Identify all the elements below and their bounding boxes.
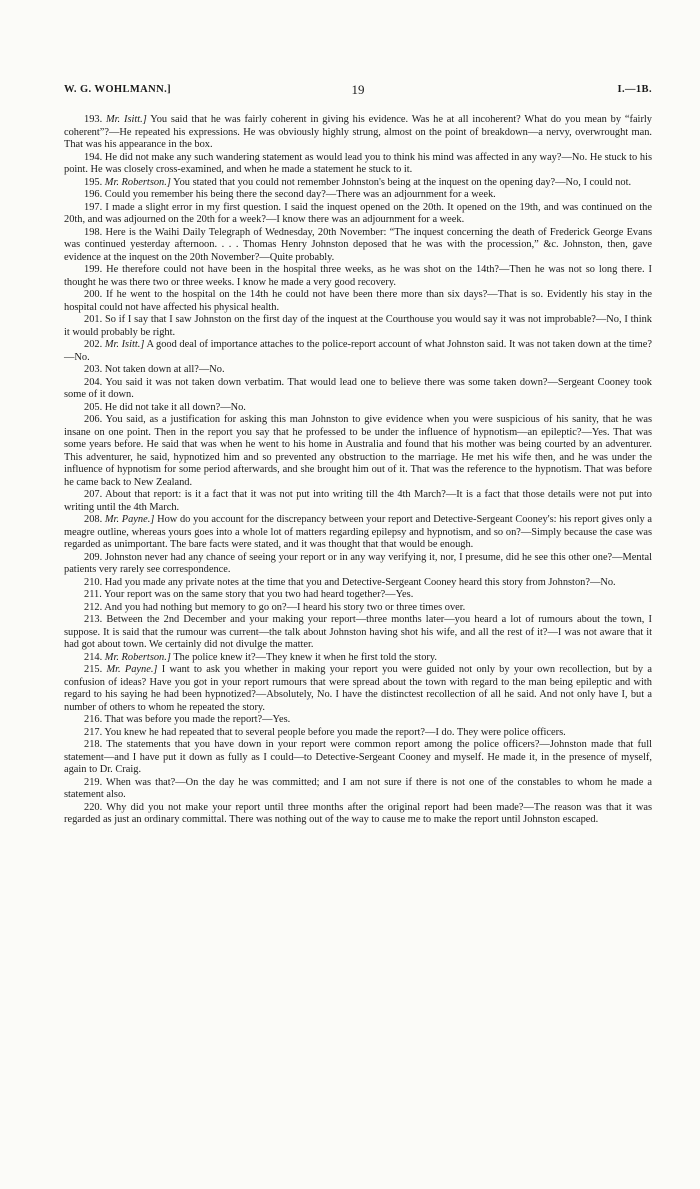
- testimony-paragraph: [64, 602, 652, 615]
- question-number: 198.: [84, 226, 103, 238]
- speaker-name: Mr. Isitt.]: [104, 339, 145, 350]
- testimony-paragraph: [64, 514, 652, 552]
- page-number: 19: [351, 82, 365, 97]
- testimony-paragraph: [64, 739, 652, 777]
- testimony-paragraph: [64, 802, 652, 827]
- question-and-answer-text: If he went to the hospital on the 14th he could not have been there more than six days?—That is so. Evidently his stay in the hospital could not have affected his physical health.: [64, 289, 652, 313]
- testimony-paragraph: [64, 777, 652, 802]
- question-and-answer-text: Not taken down at all?—No.: [104, 364, 225, 375]
- question-and-answer-text: He therefore could not have been in the hospital three weeks, as he was shot on the 14th?—Then he was not so long there. I thought he was there two or three weeks. I know he made a very good recovery.: [64, 264, 652, 288]
- question-and-answer-text: Why did you not make your report until three months after the original report had been made?—The reason was that it was regarded as just an ordinary committal. There was nothing out of the way to cause me to make the report until Johnston escaped.: [64, 801, 652, 825]
- question-and-answer-text: I want to ask you whether in making your report you were guided not only by your own recollection, but by a confusion of ideas? Have you got in your report rumours that were spread about the town with regard to the man being epileptic and with regard to his saying he had been hypnotized?—Absolutely, No. I have the distinctest recollection of all he said. And not only have I, but a number of others to whom he repeated the story.: [64, 664, 652, 713]
- testimony-paragraph: [64, 402, 652, 415]
- question-and-answer-text: So if I say that I saw Johnston on the first day of the inquest at the Courthouse you would say it was not improbable?—No, I think it would probably be right.: [64, 314, 652, 338]
- question-number: 213.: [84, 614, 103, 625]
- testimony-paragraph: [64, 614, 652, 652]
- question-number: 202.: [84, 339, 103, 350]
- testimony-paragraph: [64, 152, 652, 177]
- question-number: 195.: [84, 176, 103, 188]
- speaker-name: Mr. Robertson.]: [104, 176, 171, 188]
- testimony-body: [64, 114, 652, 827]
- question-and-answer-text: A good deal of importance attaches to the police-report account of what Johnston said. It was not taken down at the time?—No.: [64, 339, 652, 363]
- speaker-name: Mr. Robertson.]: [104, 651, 171, 663]
- testimony-paragraph: [64, 114, 652, 152]
- question-and-answer-text: The statements that you have down in your report were common report among the police officers?—Johnston made that full statement—and I have put it down as fully as I could—to Detective-Sergeant Cooney and myself. He made it, in the presence of myself, again to Dr. Craig.: [64, 739, 652, 775]
- testimony-paragraph: [64, 727, 652, 740]
- question-number: 197.: [84, 201, 103, 213]
- speaker-name: Mr. Payne.]: [106, 664, 158, 675]
- question-and-answer-text: Here is the Waihi Daily Telegraph of Wednesday, 20th November: “The inquest concerning the death of Frederick George Evans was continued yesterday afternoon. . . . Thomas Henry Johnston deposed that he was with the procession,” &c. Johnston, then, gave evidence at the inquest on the 20th November?—Quite probably.: [64, 226, 652, 263]
- question-number: 208.: [84, 514, 103, 525]
- question-number: 214.: [84, 651, 103, 663]
- testimony-paragraph: [64, 552, 652, 577]
- question-number: 211.: [84, 589, 102, 600]
- question-number: 215.: [84, 664, 103, 675]
- question-number: 204.: [84, 376, 103, 388]
- testimony-paragraph: [64, 189, 652, 202]
- question-and-answer-text: And you had nothing but memory to go on?—I heard his story two or three times over.: [104, 601, 466, 613]
- testimony-paragraph: [64, 364, 652, 377]
- question-number: 207.: [84, 489, 103, 500]
- question-and-answer-text: You said that he was fairly coherent in giving his evidence. Was he at all incoherent? What do you mean by “fairly coherent”?—He repeated his expressions. He was obviously highly strung, almost on the point of breakdown—a nervy, overwrought man. That was his appearance in the box.: [64, 114, 652, 150]
- question-and-answer-text: You said it was not taken down verbatim. That would lead one to believe there was some taken down?—Sergeant Cooney took some of it down.: [64, 376, 652, 400]
- testimony-paragraph: [64, 489, 652, 514]
- document-reference: I.—1B.: [617, 84, 652, 95]
- testimony-paragraph: [64, 202, 652, 227]
- question-number: 219.: [84, 776, 103, 788]
- question-number: 201.: [84, 314, 103, 325]
- testimony-paragraph: [64, 227, 652, 265]
- question-number: 194.: [84, 151, 103, 163]
- question-and-answer-text: That was before you made the report?—Yes.: [104, 714, 291, 725]
- question-and-answer-text: He did not make any such wandering statement as would lead you to think his mind was affected in any way?—No. He stuck to his point. He was closely cross-examined, and when he made a statement he stuck to it.: [64, 151, 652, 175]
- testimony-paragraph: [64, 714, 652, 727]
- question-and-answer-text: Had you made any private notes at the time that you and Detective-Sergeant Cooney heard this story from Johnston?—No.: [104, 576, 616, 588]
- question-number: 209.: [84, 551, 103, 563]
- witness-name-header: W. G. WOHLMANN.]: [64, 84, 172, 95]
- question-and-answer-text: Johnston never had any chance of seeing your report or in any way verifying it, nor, I presume, did he see this other one?—Mental patients very rarely see correspondence.: [64, 551, 652, 575]
- testimony-paragraph: [64, 377, 652, 402]
- question-and-answer-text: You stated that you could not remember Johnston's being at the inquest on the opening day?—No, I could not.: [173, 176, 632, 188]
- speaker-name: Mr. Payne.]: [104, 514, 155, 525]
- question-and-answer-text: How do you account for the discrepancy between your report and Detective-Sergeant Cooney's: his report gives only a meagre outline, whereas yours goes into a whole lot of matters regarding epilepsy and hypnotism, and so on?—Simply because the case was regarded as unimportant. The bare facts were stated, and it was thought that that would be enough.: [64, 514, 652, 550]
- question-number: 216.: [84, 714, 103, 725]
- question-and-answer-text: You knew he had repeated that to several people before you made the report?—I do. They were police officers.: [104, 726, 566, 738]
- question-and-answer-text: When was that?—On the day he was committed; and I am not sure if there is not one of the constables to whom he made a statement also.: [64, 776, 652, 800]
- question-number: 212.: [84, 601, 103, 613]
- question-number: 203.: [84, 364, 103, 375]
- testimony-paragraph: [64, 664, 652, 714]
- speaker-name: Mr. Isitt.]: [106, 114, 147, 125]
- question-number: 193.: [84, 114, 103, 125]
- question-and-answer-text: About that report: is it a fact that it was not put into writing till the 4th March?—It is a fact that those details were not put into writing until the 4th March.: [64, 489, 652, 513]
- question-and-answer-text: He did not take it all down?—No.: [104, 401, 246, 413]
- question-number: 206.: [84, 414, 103, 425]
- testimony-paragraph: [64, 314, 652, 339]
- question-number: 217.: [84, 726, 103, 738]
- question-and-answer-text: I made a slight error in my first question. I said the inquest opened on the 20th. It opened on the 19th, and was continued on the 20th, and was adjourned on the 20th for a week?—I know there was an adjournment for a week.: [64, 201, 652, 225]
- question-number: 205.: [84, 401, 103, 413]
- question-number: 210.: [84, 576, 103, 588]
- question-and-answer-text: Could you remember his being there the second day?—There was an adjournment for a week.: [104, 189, 496, 200]
- testimony-paragraph: [64, 577, 652, 590]
- testimony-paragraph: [64, 589, 652, 602]
- question-number: 199.: [84, 264, 103, 275]
- question-number: 218.: [84, 739, 103, 750]
- testimony-paragraph: [64, 289, 652, 314]
- testimony-paragraph: [64, 339, 652, 364]
- question-and-answer-text: You said, as a justification for asking this man Johnston to give evidence when you were suspicious of his sanity, that he was insane on one point. Then in the report you say that he professed to be under the influence of hypnotism—an epileptic?—Yes. That was some years before. He said that was when he went to his home in Australia and found that his mother was being courted by an adventurer. This adventurer, he said, hypnotized him and so prevented any obstruction to the marriage. He met his wife then, and he was under the influence of hypnotism for some period afterwards, and she brought him out of it. That was the reference to the hypnotism. That was before he came back to New Zealand.: [64, 414, 652, 488]
- page-header: [64, 84, 652, 100]
- question-and-answer-text: Your report was on the same story that you two had heard together?—Yes.: [104, 589, 414, 600]
- question-number: 196.: [84, 189, 103, 200]
- question-and-answer-text: Between the 2nd December and your making your report—three months later—you heard a lot of rumours about the town, I suppose. It is said that the rumour was current—the talk about Johnston having shot his wife, and all the rest of it?—I was not aware that it had got about town. We certainly did not divulge the matter.: [64, 614, 652, 650]
- testimony-paragraph: [64, 414, 652, 489]
- question-number: 200.: [84, 289, 103, 300]
- question-and-answer-text: The police knew it?—They knew it when he first told the story.: [173, 651, 437, 663]
- testimony-paragraph: [64, 177, 652, 190]
- testimony-paragraph: [64, 264, 652, 289]
- question-number: 220.: [84, 801, 103, 813]
- testimony-paragraph: [64, 652, 652, 665]
